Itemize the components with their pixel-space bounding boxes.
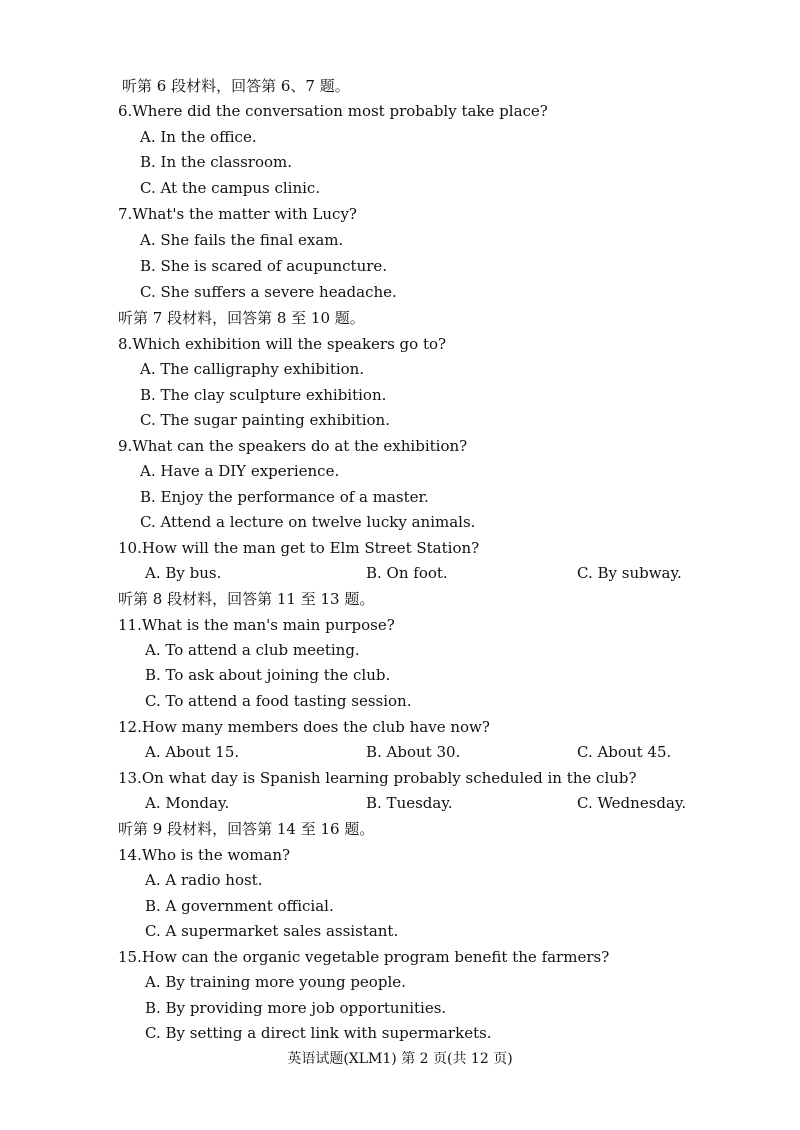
question-12 — [118, 720, 490, 735]
section-heading: 听第 9 段材料，回答第 14 至 16 题。 — [118, 820, 375, 838]
option-a: A. She fails the final exam. — [140, 231, 344, 249]
question-text: How will the man get to Elm Street Station? — [141, 539, 480, 557]
question-6 — [118, 104, 548, 119]
option-b: B. On foot. — [366, 564, 448, 582]
option-a: A. About 15. — [145, 743, 240, 761]
option-c: C. To attend a food tasting session. — [145, 692, 412, 710]
question-text: Which exhibition will the speakers go to? — [132, 335, 447, 353]
option-row — [0, 745, 800, 763]
option-a: A. In the office. — [140, 128, 257, 146]
question-number: 13. — [118, 769, 142, 787]
option-b: B. The clay sculpture exhibition. — [140, 386, 387, 404]
question-text: How can the organic vegetable program benefit the farmers? — [141, 948, 610, 966]
question-number: 15. — [118, 948, 142, 966]
option-b: B. Tuesday. — [366, 794, 453, 812]
option-c: C. By setting a direct link with supermarkets. — [145, 1024, 492, 1042]
option-a: A. The calligraphy exhibition. — [140, 360, 365, 378]
option-a: A. Have a DIY experience. — [140, 462, 340, 480]
question-10 — [118, 541, 479, 556]
question-9 — [118, 439, 467, 454]
question-15 — [118, 950, 609, 965]
question-text: What's the matter with Lucy? — [132, 205, 357, 223]
question-7 — [118, 207, 357, 222]
question-8 — [118, 337, 446, 352]
question-number: 10. — [118, 539, 142, 557]
question-number: 11. — [118, 616, 142, 634]
question-number: 9. — [118, 437, 133, 455]
question-text: On what day is Spanish learning probably scheduled in the club? — [141, 769, 637, 787]
option-b: B. To ask about joining the club. — [145, 666, 391, 684]
question-11 — [118, 618, 395, 633]
question-number: 12. — [118, 718, 142, 736]
section-heading: 听第 7 段材料，回答第 8 至 10 题。 — [118, 309, 365, 327]
option-b: B. About 30. — [366, 743, 461, 761]
question-text: Who is the woman? — [141, 846, 291, 864]
option-c: C. About 45. — [577, 743, 672, 761]
question-number: 14. — [118, 846, 142, 864]
option-b: B. In the classroom. — [140, 153, 293, 171]
option-c: C. Attend a lecture on twelve lucky animals. — [140, 513, 476, 531]
question-text: What can the speakers do at the exhibition? — [132, 437, 468, 455]
option-a: A. Monday. — [145, 794, 230, 812]
option-a: A. To attend a club meeting. — [145, 641, 360, 659]
option-c: C. She suffers a severe headache. — [140, 283, 397, 301]
option-a: A. By training more young people. — [145, 973, 406, 991]
option-a: A. By bus. — [145, 564, 222, 582]
option-c: C. The sugar painting exhibition. — [140, 411, 390, 429]
option-b: B. Enjoy the performance of a master. — [140, 488, 429, 506]
option-b: B. She is scared of acupuncture. — [140, 257, 388, 275]
question-number: 8. — [118, 335, 133, 353]
question-14 — [118, 848, 290, 863]
option-a: A. A radio host. — [145, 871, 263, 889]
question-text: Where did the conversation most probably take place? — [132, 102, 548, 120]
option-c: C. A supermarket sales assistant. — [145, 922, 399, 940]
question-number: 7. — [118, 205, 133, 223]
option-c: C. By subway. — [577, 564, 682, 582]
section-heading: 听第 6 段材料，回答第 6、7 题。 — [122, 77, 350, 95]
option-b: B. A government official. — [145, 897, 334, 915]
question-number: 6. — [118, 102, 133, 120]
option-c: C. At the campus clinic. — [140, 179, 321, 197]
question-text: What is the man's main purpose? — [141, 616, 395, 634]
page-footer: 英语试题(XLM1) 第 2 页(共 12 页) — [287, 1051, 513, 1067]
option-row — [0, 796, 800, 814]
option-c: C. Wednesday. — [577, 794, 687, 812]
option-row — [0, 566, 800, 584]
section-heading: 听第 8 段材料，回答第 11 至 13 题。 — [118, 590, 375, 608]
option-b: B. By providing more job opportunities. — [145, 999, 447, 1017]
question-text: How many members does the club have now? — [141, 718, 490, 736]
question-13 — [118, 771, 637, 786]
